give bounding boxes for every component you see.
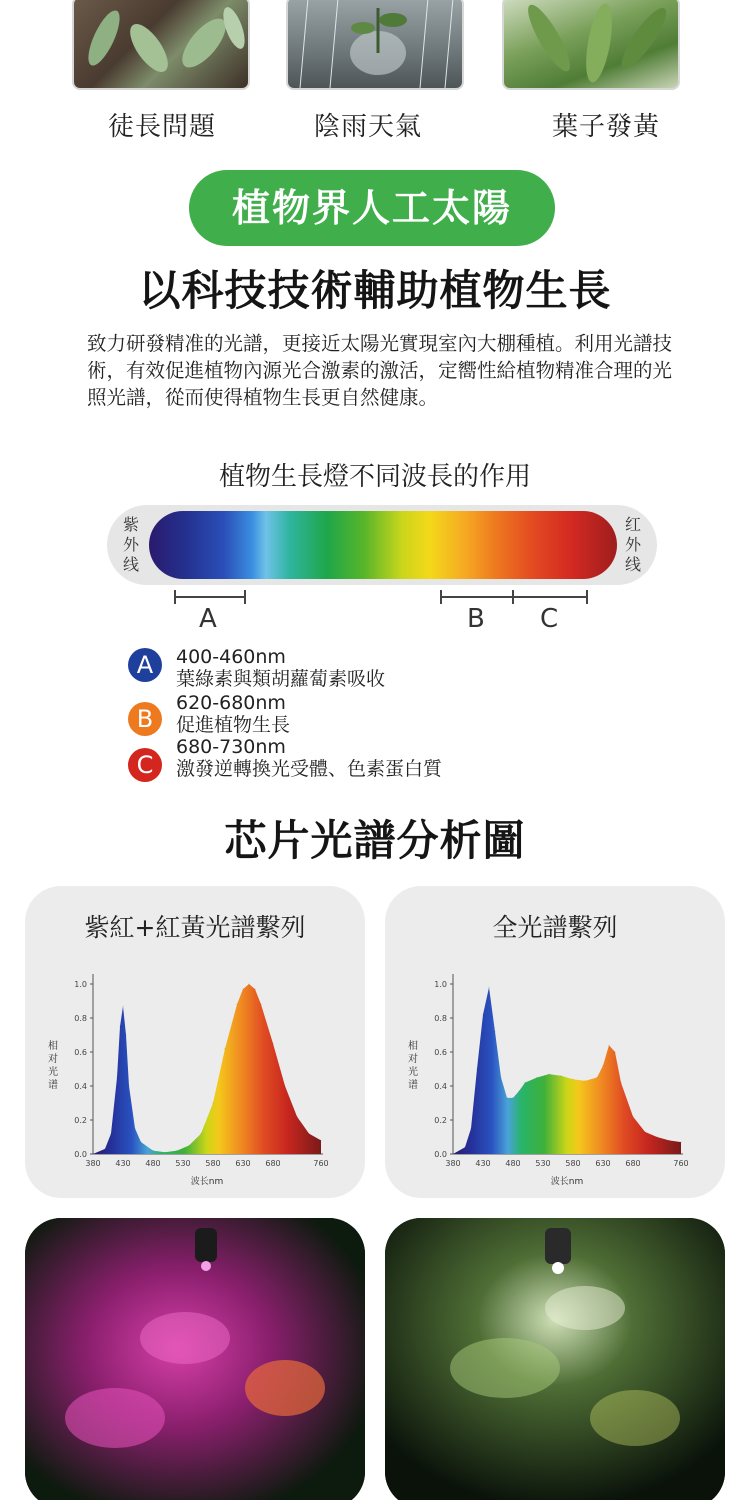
x-tick-label: 380 bbox=[445, 1159, 461, 1168]
artificial-sun-badge: 植物界人工太陽 bbox=[189, 170, 555, 246]
range-bracket-b bbox=[440, 590, 514, 604]
spectrum-point bbox=[596, 1077, 597, 1078]
spectrum-point bbox=[680, 1142, 681, 1143]
legend-effect-a: 葉綠素與類胡蘿蔔素吸收 bbox=[176, 668, 386, 690]
photo-white-light-plants bbox=[385, 1218, 725, 1500]
y-tick-label: 1.0 bbox=[74, 980, 87, 989]
spectrum-point bbox=[188, 1145, 189, 1146]
spectrum-point bbox=[308, 1133, 309, 1134]
spectrum-point bbox=[464, 1147, 465, 1148]
x-tick-label: 480 bbox=[145, 1159, 161, 1168]
x-tick-label: 530 bbox=[175, 1159, 191, 1168]
legend-badge-a: A bbox=[128, 648, 162, 682]
x-tick-label: 680 bbox=[625, 1159, 641, 1168]
legend-effect-c: 激發逆轉換光受體、色素蛋白質 bbox=[176, 758, 443, 780]
x-tick-label: 580 bbox=[565, 1159, 581, 1168]
spectrum-point bbox=[644, 1131, 645, 1132]
spectrum-point bbox=[140, 1142, 141, 1143]
spectrum-point bbox=[608, 1045, 609, 1046]
spectrum-point bbox=[512, 1097, 513, 1098]
y-tick-label: 1.0 bbox=[434, 980, 447, 989]
x-tick-label: 760 bbox=[313, 1159, 329, 1168]
spectrum-point bbox=[506, 1097, 507, 1098]
spectrum-point bbox=[122, 1006, 123, 1007]
spectrum-point bbox=[200, 1133, 201, 1134]
ultraviolet-label: 紫外线 bbox=[122, 515, 139, 574]
problem-label-rainy: 陰雨天氣 bbox=[313, 112, 422, 142]
headline: 以科技技術輔助植物生長 bbox=[138, 266, 612, 315]
range-letter-b: B bbox=[467, 604, 485, 634]
spectrum-gradient-bar bbox=[149, 511, 617, 579]
spectrum-point bbox=[518, 1091, 519, 1092]
x-tick-label: 760 bbox=[673, 1159, 689, 1168]
y-tick-label: 0.4 bbox=[74, 1082, 87, 1091]
x-tick-label: 380 bbox=[85, 1159, 101, 1168]
spectrum-bar-container bbox=[107, 505, 657, 585]
y-axis-label: 相对光谱 bbox=[408, 1041, 418, 1091]
spectrum-point bbox=[656, 1136, 657, 1137]
spectrum-point bbox=[296, 1116, 297, 1117]
spectrum-point bbox=[668, 1140, 669, 1141]
thumbnail-leggy-seedlings bbox=[72, 0, 250, 90]
legend-badge-b: B bbox=[128, 702, 162, 736]
spectrum-point bbox=[476, 1068, 477, 1069]
spectrum-point bbox=[620, 1082, 621, 1083]
y-tick-label: 0.6 bbox=[434, 1048, 447, 1057]
spectrum-point bbox=[92, 1153, 93, 1154]
seedlings-image bbox=[74, 0, 250, 90]
legend-badge-c: C bbox=[128, 748, 162, 782]
description: 致力研發精准的光譜，更接近太陽光實現室內大棚種植。利用光譜技術，有效促進植物內源光合激素的激活，定嚮性給植物精准合理的光照光譜，從而使得植物生長更自然健康。 bbox=[87, 332, 673, 409]
thumbnail-rainy-weather bbox=[286, 0, 464, 90]
spectrum-point bbox=[452, 1153, 453, 1154]
spectrum-point bbox=[584, 1080, 585, 1081]
spectrum-point bbox=[164, 1152, 165, 1153]
spectrum-point bbox=[236, 1004, 237, 1005]
infrared-label: 红外线 bbox=[624, 515, 641, 574]
chart-card-full-spectrum bbox=[385, 886, 725, 1198]
range-letter-a: A bbox=[199, 604, 217, 634]
spectrum-area bbox=[453, 987, 681, 1154]
y-tick-label: 0.0 bbox=[74, 1150, 87, 1159]
x-tick-label: 680 bbox=[265, 1159, 281, 1168]
y-tick-label: 0.6 bbox=[74, 1048, 87, 1057]
spectrum-point bbox=[260, 1004, 261, 1005]
chart-card-purple-red bbox=[25, 886, 365, 1198]
x-tick-label: 430 bbox=[115, 1159, 131, 1168]
chart-title-full-spectrum: 全光譜繫列 bbox=[492, 913, 618, 942]
legend-range-b: 620-680nm bbox=[176, 692, 286, 714]
x-axis-label: 波长nm bbox=[190, 1177, 224, 1187]
spectrum-point bbox=[224, 1048, 225, 1049]
spectrum-point bbox=[482, 1014, 483, 1015]
spectrum-point bbox=[116, 1077, 117, 1078]
range-letter-c: C bbox=[540, 604, 559, 634]
spectrum-chart-full bbox=[385, 886, 725, 1198]
range-bracket-c bbox=[512, 590, 588, 604]
chart-title-purple-red: 紫紅+紅黃光譜繫列 bbox=[84, 913, 306, 942]
problem-label-leggy: 徒長問題 bbox=[107, 112, 216, 142]
spectrum-point bbox=[488, 987, 489, 988]
spectrum-point bbox=[536, 1077, 537, 1078]
spectrum-point bbox=[284, 1085, 285, 1086]
x-tick-label: 630 bbox=[595, 1159, 611, 1168]
x-tick-label: 630 bbox=[235, 1159, 251, 1168]
spectrum-point bbox=[119, 1026, 120, 1027]
problem-label-yellow-leaves: 葉子發黃 bbox=[551, 112, 660, 142]
y-axis-label: 相对光谱 bbox=[48, 1041, 58, 1091]
spectrum-point bbox=[125, 1034, 126, 1035]
legend-range-c: 680-730nm bbox=[176, 736, 286, 758]
spectrum-point bbox=[110, 1133, 111, 1134]
spectrum-area bbox=[93, 984, 321, 1154]
spectrum-point bbox=[272, 1043, 273, 1044]
x-axis-label: 波长nm bbox=[550, 1177, 584, 1187]
spectrum-point bbox=[572, 1079, 573, 1080]
y-tick-label: 0.8 bbox=[434, 1014, 447, 1023]
spectrum-point bbox=[494, 1031, 495, 1032]
purple-lit-wall-image bbox=[25, 1218, 365, 1500]
spectrum-point bbox=[134, 1128, 135, 1129]
spectrum-point bbox=[176, 1150, 177, 1151]
problem-thumbnails bbox=[0, 0, 750, 150]
range-bracket-a bbox=[174, 590, 246, 604]
yellow-leaves-image bbox=[504, 0, 680, 90]
x-tick-label: 530 bbox=[535, 1159, 551, 1168]
spectrum-point bbox=[254, 989, 255, 990]
spectrum-point bbox=[104, 1148, 105, 1149]
legend-effect-b: 促進植物生長 bbox=[176, 714, 291, 736]
chip-spectrum-title: 芯片光譜分析圖 bbox=[224, 816, 526, 865]
spectrum-point bbox=[248, 983, 249, 984]
x-tick-label: 430 bbox=[475, 1159, 491, 1168]
spectrum-chart-purple-red bbox=[25, 886, 365, 1198]
spectrum-point bbox=[632, 1116, 633, 1117]
y-tick-label: 0.2 bbox=[74, 1116, 87, 1125]
spectrum-point bbox=[560, 1075, 561, 1076]
spectrum-point bbox=[614, 1051, 615, 1052]
y-tick-label: 0.2 bbox=[434, 1116, 447, 1125]
x-tick-label: 480 bbox=[505, 1159, 521, 1168]
spectrum-point bbox=[128, 1085, 129, 1086]
spectrum-point bbox=[242, 989, 243, 990]
y-tick-label: 0.4 bbox=[434, 1082, 447, 1091]
spectrum-point bbox=[470, 1128, 471, 1129]
spectrum-point bbox=[320, 1140, 321, 1141]
spectrum-point bbox=[524, 1082, 525, 1083]
x-tick-label: 580 bbox=[205, 1159, 221, 1168]
legend-range-a: 400-460nm bbox=[176, 646, 286, 668]
photo-purple-light-plants bbox=[25, 1218, 365, 1500]
spectrum-point bbox=[548, 1074, 549, 1075]
spectrum-point bbox=[602, 1065, 603, 1066]
y-tick-label: 0.0 bbox=[434, 1150, 447, 1159]
y-tick-label: 0.8 bbox=[74, 1014, 87, 1023]
thumbnail-yellow-leaves bbox=[502, 0, 680, 90]
spectrum-point bbox=[152, 1150, 153, 1151]
spectrum-point bbox=[212, 1102, 213, 1103]
spectrum-point bbox=[500, 1077, 501, 1078]
spectrum-title: 植物生長燈不同波長的作用 bbox=[218, 462, 531, 492]
white-lit-wall-image bbox=[385, 1218, 725, 1500]
rain-plant-image bbox=[288, 0, 464, 90]
